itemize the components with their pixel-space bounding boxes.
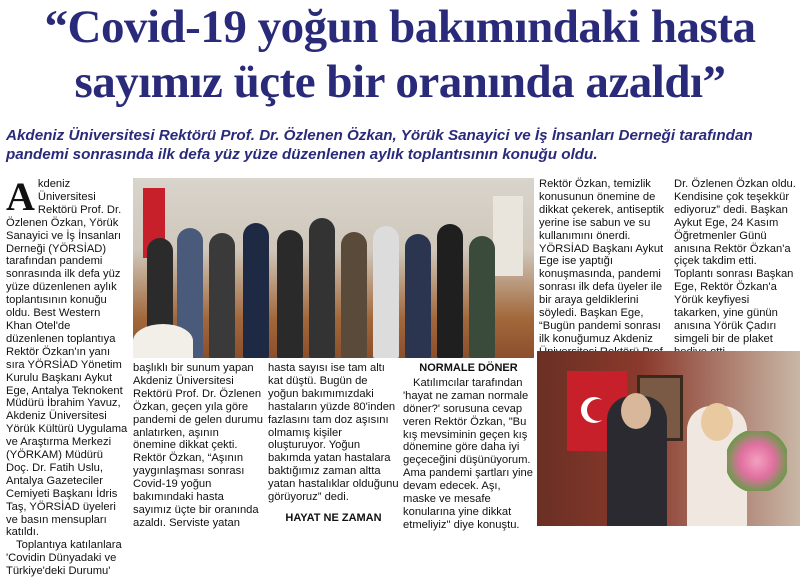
person-silhouette <box>309 218 335 358</box>
headline-line-1: “Covid-19 yoğun bakımındaki hasta <box>44 1 756 53</box>
flower-presentation-photo <box>537 351 800 526</box>
person-silhouette <box>209 233 235 358</box>
column-3-paragraph-1: hasta sayısı ise tam altı kat düştü. Bugün de yoğun bakımımızdaki hastaların yüzde 80'inden fazlasını tam doz aşısını olmamış kişiler oluşturuyor. Yoğun bakımda yatan hastalara baktığımız zaman altta yatan hastalıklar olduğunu görüyoruz” dedi. <box>268 362 399 504</box>
article-column-1 <box>6 174 129 578</box>
person-silhouette <box>373 226 399 358</box>
person-silhouette <box>243 223 269 358</box>
headline <box>0 0 800 110</box>
column-4-paragraph-1: Katılımcılar tarafından 'hayat ne zaman normale döner?' sorusuna cevap veren Rektör Özkan, "Bu kış mevsiminin geçen kış dönemine göre daha iyi geçeceğini düşünüyorum. Ama pandemi şartları yine devam edecek. Aşı, maske ve mesafe konularına yine dikkat etmeliyiz" diye konuştu. <box>403 376 533 531</box>
article-column-3 <box>268 362 399 524</box>
article-column-6 <box>674 178 798 348</box>
section-subtitle-1: HAYAT NE ZAMAN <box>285 511 382 524</box>
banner-backdrop <box>493 196 523 276</box>
person-silhouette <box>437 224 463 358</box>
group-photo <box>133 178 534 358</box>
column-1-paragraph-1: kdeniz Üniversitesi Rektörü Prof. Dr. Özlenen Özkan, Yörük Sanayici ve İş İnsanları Derneği (YÖRSİAD) tarafından pandemi sonrasında ilk defa yüz yüze düzenlenen aylık toplantısının konuğu oldu. Best Western Khan Otel'de düzenlenen toplantıya Rektör Özkan'ın yanı sıra YÖRSİAD Yönetim Kurulu Başkanı Aykut Ege, Antalya Teknokent Müdürü İbrahim Yavuz, Akdeniz Üniversitesi Yörük Kültürü Uygulama ve Araştırma Merkezi (YÖRKAM) Müdürü Doç. Dr. Fatih Uslu, Antalya Gazeteciler Cemiyeti Başkanı İdris Taş, YÖRSİAD üyeleri ve basın mensupları katıldı. <box>6 178 128 539</box>
article-column-2 <box>133 362 263 529</box>
column-5-paragraph-1: Rektör Özkan, temizlik konusunun önemine de dikkat çekerek, antiseptik yerine ise sabun ve su kullanımını önerdi. YÖRSİAD Başkanı Aykut Ege ise yaptığı konuşmasında, pandemi sonrası ilk defa üyeler ile bir araya geldiklerini söyledi. Başkan Ege, “Bugün pandemi sonrası ilk konuğumuz Akdeniz <box>539 178 664 345</box>
person-silhouette <box>277 230 303 358</box>
person-silhouette <box>405 234 431 358</box>
person-silhouette <box>469 236 495 358</box>
person-silhouette <box>341 232 367 358</box>
drop-cap: A <box>6 174 35 219</box>
table <box>133 324 193 358</box>
column-6-paragraph-1: Dr. Özlenen Özkan oldu. Kendisine çok teşekkür ediyoruz” dedi. Başkan Aykut Ege, 24 Kasım Öğretmenler Günü anısına Rektör Özkan'a çiçek takdim etti. Toplantı sonrası Başkan Ege, Rektör Özkan'a Yörük keyfiyesi takarken, yine günün anısına Yörük Çadırı simgeli bir de plaket <box>674 178 796 345</box>
flag-crescent-cut <box>587 399 609 421</box>
headline-line-2: sayımız üçte bir oranında azaldı” <box>74 56 726 108</box>
section-subtitle-2: NORMALE DÖNER <box>419 362 518 374</box>
flower-bouquet <box>727 431 787 491</box>
column-1-paragraph-2: Toplantıya katılanlara 'Covidin Dünyadaki ve Türkiye'deki Durumu' <box>6 539 122 578</box>
column-2-paragraph-1: başlıklı bir sunum yapan Akdeniz Üniversitesi Rektörü Prof. Dr. Özlenen Özkan, geçen yıla göre pandemi de gelen durumu anlatırken, aşının önemine dikkat çekti. Rektör Özkan, “Aşının yaygınlaşması sonrası Covid-19 yoğun bakımındaki hasta sayımız üçte bir oranında azaldı. Serviste yatan <box>133 362 263 529</box>
subheadline: Akdeniz Üniversitesi Rektörü Prof. Dr. Özlenen Özkan, Yörük Sanayici ve İş İnsanları Derneği tarafından pandemi sonrasında ilk defa yüz yüze düzenlenen aylık toplantısının konuğu oldu. <box>6 127 753 163</box>
man-head <box>621 393 651 429</box>
article-column-5 <box>539 178 669 348</box>
article-column-4 <box>403 362 534 531</box>
